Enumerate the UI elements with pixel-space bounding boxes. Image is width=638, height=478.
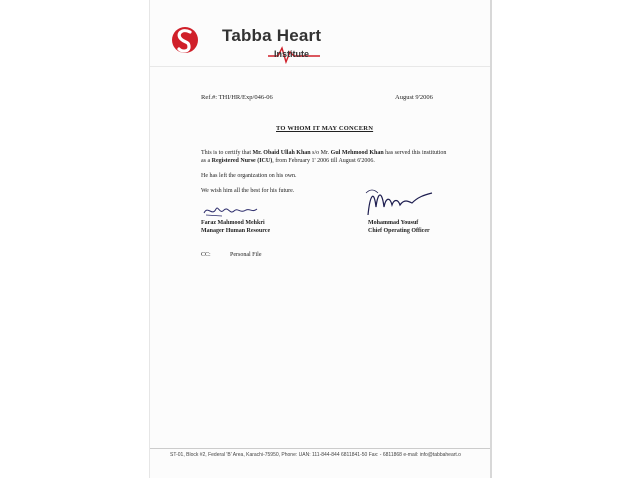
signatory-left-title: Manager Human Resource (201, 228, 271, 234)
cc-label: CC: (201, 252, 211, 258)
certification-paragraph: This is to certify that Mr. Obaid Ullah Khan s/o Mr. Gul Mehmood Khan has served this institution as a Registered Nurse (ICU), from February 1' 2006 till August 6'2006. (201, 150, 447, 164)
signatory-right-name: Mohammad Yousuf (368, 220, 419, 226)
brand-name: Tabba Heart (222, 26, 322, 45)
header-divider (150, 66, 490, 67)
brand-subtitle: Institute (274, 49, 309, 59)
signatory-left (201, 219, 270, 235)
cc-value: Personal File (230, 252, 262, 258)
signatory-right-title: Chief Operating Officer (368, 228, 430, 234)
signatory-right (368, 219, 430, 235)
job-role: Registered Nurse (ICU) (211, 158, 273, 164)
letter-page (150, 0, 490, 478)
footer-address: ST-01, Block #2, Federal 'B' Area, Karachi-75950, Phone: UAN: 111-844-844 6811841-50 Fax: - 6811868 e-mail: info@tabbaheart.o (170, 452, 461, 458)
page-edge (490, 0, 492, 478)
departure-paragraph: He has left the organization on his own. (201, 173, 297, 179)
signatory-left-name: Faraz Mahmood Mehkri (201, 220, 265, 226)
letter-date: August 9'2006 (395, 94, 433, 101)
tabba-heart-logo (170, 18, 340, 68)
letter-heading: TO WHOM IT MAY CONCERN (276, 125, 374, 132)
father-name: Gul Mehmood Khan (330, 150, 384, 156)
reference-number: Ref.#: THI/HR/Exp/046-06 (201, 94, 273, 101)
wishes-paragraph: We wish him all the best for his future. (201, 188, 295, 194)
employee-name: Mr. Obaid Ullah Khan (252, 150, 311, 156)
footer-divider (150, 448, 490, 449)
